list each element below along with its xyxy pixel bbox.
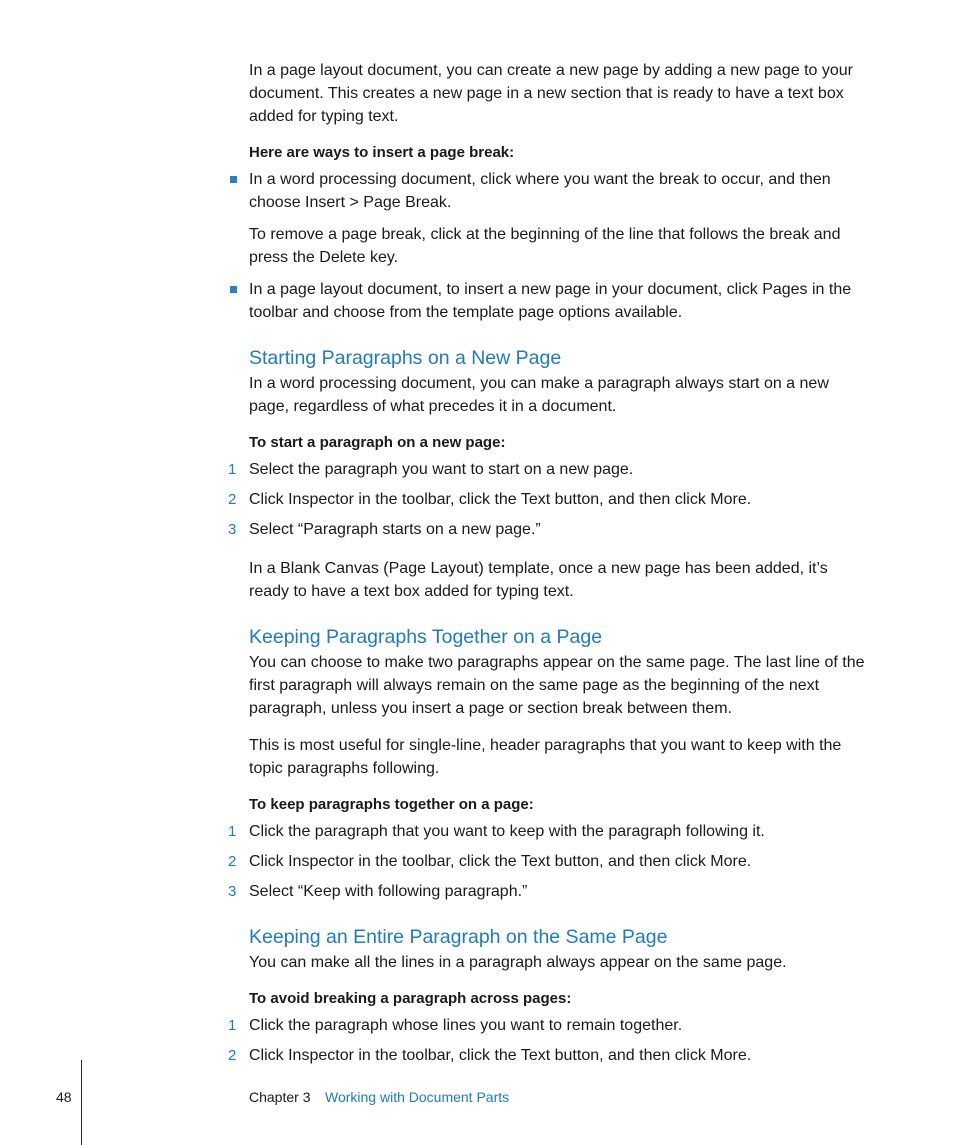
section-body: You can make all the lines in a paragraph always appear on the same page.	[249, 954, 787, 971]
square-bullet-icon	[230, 176, 237, 183]
list-item	[228, 820, 869, 843]
page-footer	[0, 1088, 954, 1145]
section-body: This is most useful for single-line, header paragraphs that you want to keep with the topic paragraphs following.	[249, 737, 842, 777]
step-text: Click the paragraph that you want to keep with the paragraph following it.	[249, 823, 765, 840]
page-number: 48	[56, 1089, 72, 1105]
intro-paragraph: In a page layout document, you can create a new page by adding a new page to your document. This creates a new page in a new section that is ready to have a text box added for typing text.	[249, 62, 853, 125]
list-item	[228, 850, 869, 873]
step-number: 2	[228, 1047, 237, 1064]
bullet-text: In a page layout document, to insert a new page in your document, click Pages in the toolbar and choose from the template page options available.	[249, 281, 852, 321]
step-number: 1	[228, 823, 237, 840]
list-item	[249, 168, 869, 269]
bullet-text: In a word processing document, click where you want the break to occur, and then choose Insert > Page Break.	[249, 171, 831, 211]
footer-divider	[81, 1060, 82, 1145]
list-item	[228, 1044, 869, 1067]
section-body: You can choose to make two paragraphs appear on the same page. The last line of the first paragraph will always remain on the same page as the beginning of the next paragraph, unless you insert a page or section break between them.	[249, 654, 865, 717]
page-content	[228, 59, 869, 1074]
task-lead: To start a paragraph on a new page:	[249, 434, 506, 451]
list-item	[228, 458, 869, 481]
step-text: Select “Paragraph starts on a new page.”	[249, 521, 541, 538]
step-number: 1	[228, 461, 237, 478]
bullet-note: To remove a page break, click at the beginning of the line that follows the break and press the Delete key.	[249, 226, 841, 266]
step-number: 2	[228, 491, 237, 508]
chapter-label: Chapter 3	[249, 1089, 311, 1105]
list-item	[228, 488, 869, 511]
task-lead: To keep paragraphs together on a page:	[249, 796, 534, 813]
step-number: 1	[228, 1017, 237, 1034]
list-item	[228, 518, 869, 541]
step-text: Select “Keep with following paragraph.”	[249, 883, 528, 900]
step-number: 2	[228, 853, 237, 870]
step-text: Click Inspector in the toolbar, click the Text button, and then click More.	[249, 1047, 752, 1064]
task-lead: To avoid breaking a paragraph across pages:	[249, 990, 572, 1007]
section-note: In a Blank Canvas (Page Layout) template, once a new page has been added, it’s ready to have a text box added for typing text.	[249, 560, 828, 600]
step-text: Click Inspector in the toolbar, click the Text button, and then click More.	[249, 491, 752, 508]
list-item	[228, 1014, 869, 1037]
list-item	[228, 880, 869, 903]
step-text: Click Inspector in the toolbar, click the Text button, and then click More.	[249, 853, 752, 870]
section-body: In a word processing document, you can make a paragraph always start on a new page, regardless of what precedes it in a document.	[249, 375, 829, 415]
step-number: 3	[228, 521, 237, 538]
section-heading: Keeping Paragraphs Together on a Page	[249, 626, 603, 648]
step-number: 3	[228, 883, 237, 900]
chapter-title-link[interactable]: Working with Document Parts	[325, 1089, 510, 1105]
step-text: Select the paragraph you want to start on a new page.	[249, 461, 634, 478]
page-break-lead: Here are ways to insert a page break:	[249, 144, 515, 161]
section-heading: Starting Paragraphs on a New Page	[249, 347, 562, 369]
square-bullet-icon	[230, 286, 237, 293]
list-item	[249, 278, 869, 324]
section-heading: Keeping an Entire Paragraph on the Same Page	[249, 926, 668, 948]
step-text: Click the paragraph whose lines you want to remain together.	[249, 1017, 683, 1034]
